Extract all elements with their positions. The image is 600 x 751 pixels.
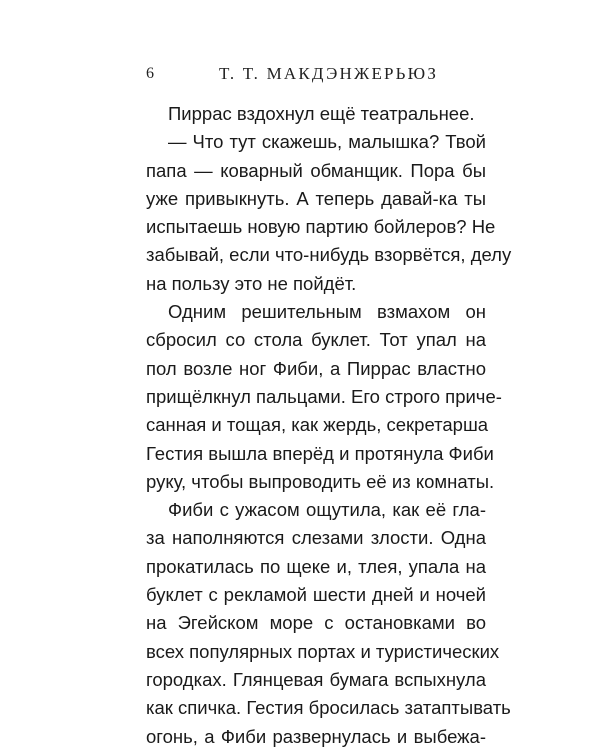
text-line: на Эгейском море с остановками во bbox=[146, 612, 486, 634]
author-name: Т. Т. МАКДЭНЖЕРЬЮЗ bbox=[219, 64, 439, 83]
paragraph-4 bbox=[146, 496, 511, 751]
text-line: прокатилась по щеке и, тлея, упала на bbox=[146, 555, 486, 577]
text-line: прищёлкнул пальцами. Его строго приче- bbox=[146, 385, 502, 407]
text-line: — Что тут скажешь, малышка? Твой bbox=[168, 131, 486, 153]
text-line: за наполняются слезами злости. Одна bbox=[146, 527, 486, 549]
text-line: всех популярных портах и туристических bbox=[146, 640, 500, 662]
text-line: уже привыкнуть. А теперь давай-ка ты bbox=[146, 187, 486, 209]
text-line: Гестия вышла вперёд и протянула Фиби bbox=[146, 442, 494, 464]
text-line: городках. Глянцевая бумага вспыхнула bbox=[146, 668, 486, 690]
body-text bbox=[146, 100, 512, 751]
text-line: пол возле ног Фиби, а Пиррас властно bbox=[146, 357, 486, 379]
text-line: на пользу это не пойдёт. bbox=[146, 272, 357, 294]
text-line: Фиби с ужасом ощутила, как её гла- bbox=[168, 499, 486, 521]
text-line: сбросил со стола буклет. Тот упал на bbox=[146, 329, 486, 351]
page-number: 6 bbox=[146, 65, 154, 82]
text-line: забывай, если что-нибудь взорвётся, делу bbox=[146, 244, 512, 266]
paragraph-2 bbox=[146, 128, 512, 298]
text-line: Одним решительным взмахом он bbox=[168, 301, 486, 323]
text-line: санная и тощая, как жердь, секретарша bbox=[146, 414, 489, 436]
text-line: испытаешь новую партию бойлеров? Не bbox=[146, 216, 496, 238]
running-head bbox=[146, 62, 486, 86]
text-line: Пиррас вздохнул ещё театральнее. bbox=[168, 103, 475, 124]
text-line: руку, чтобы выпроводить её из комнаты. bbox=[146, 470, 495, 492]
text-line: огонь, а Фиби развернулась и выбежа- bbox=[146, 725, 486, 747]
paragraph-1 bbox=[146, 100, 486, 128]
text-line: как спичка. Гестия бросилась затаптывать bbox=[146, 697, 511, 719]
text-line: папа — коварный обманщик. Пора бы bbox=[146, 159, 486, 181]
paragraph-3 bbox=[146, 298, 502, 496]
text-line: буклет с рекламой шести дней и ночей bbox=[146, 584, 486, 606]
